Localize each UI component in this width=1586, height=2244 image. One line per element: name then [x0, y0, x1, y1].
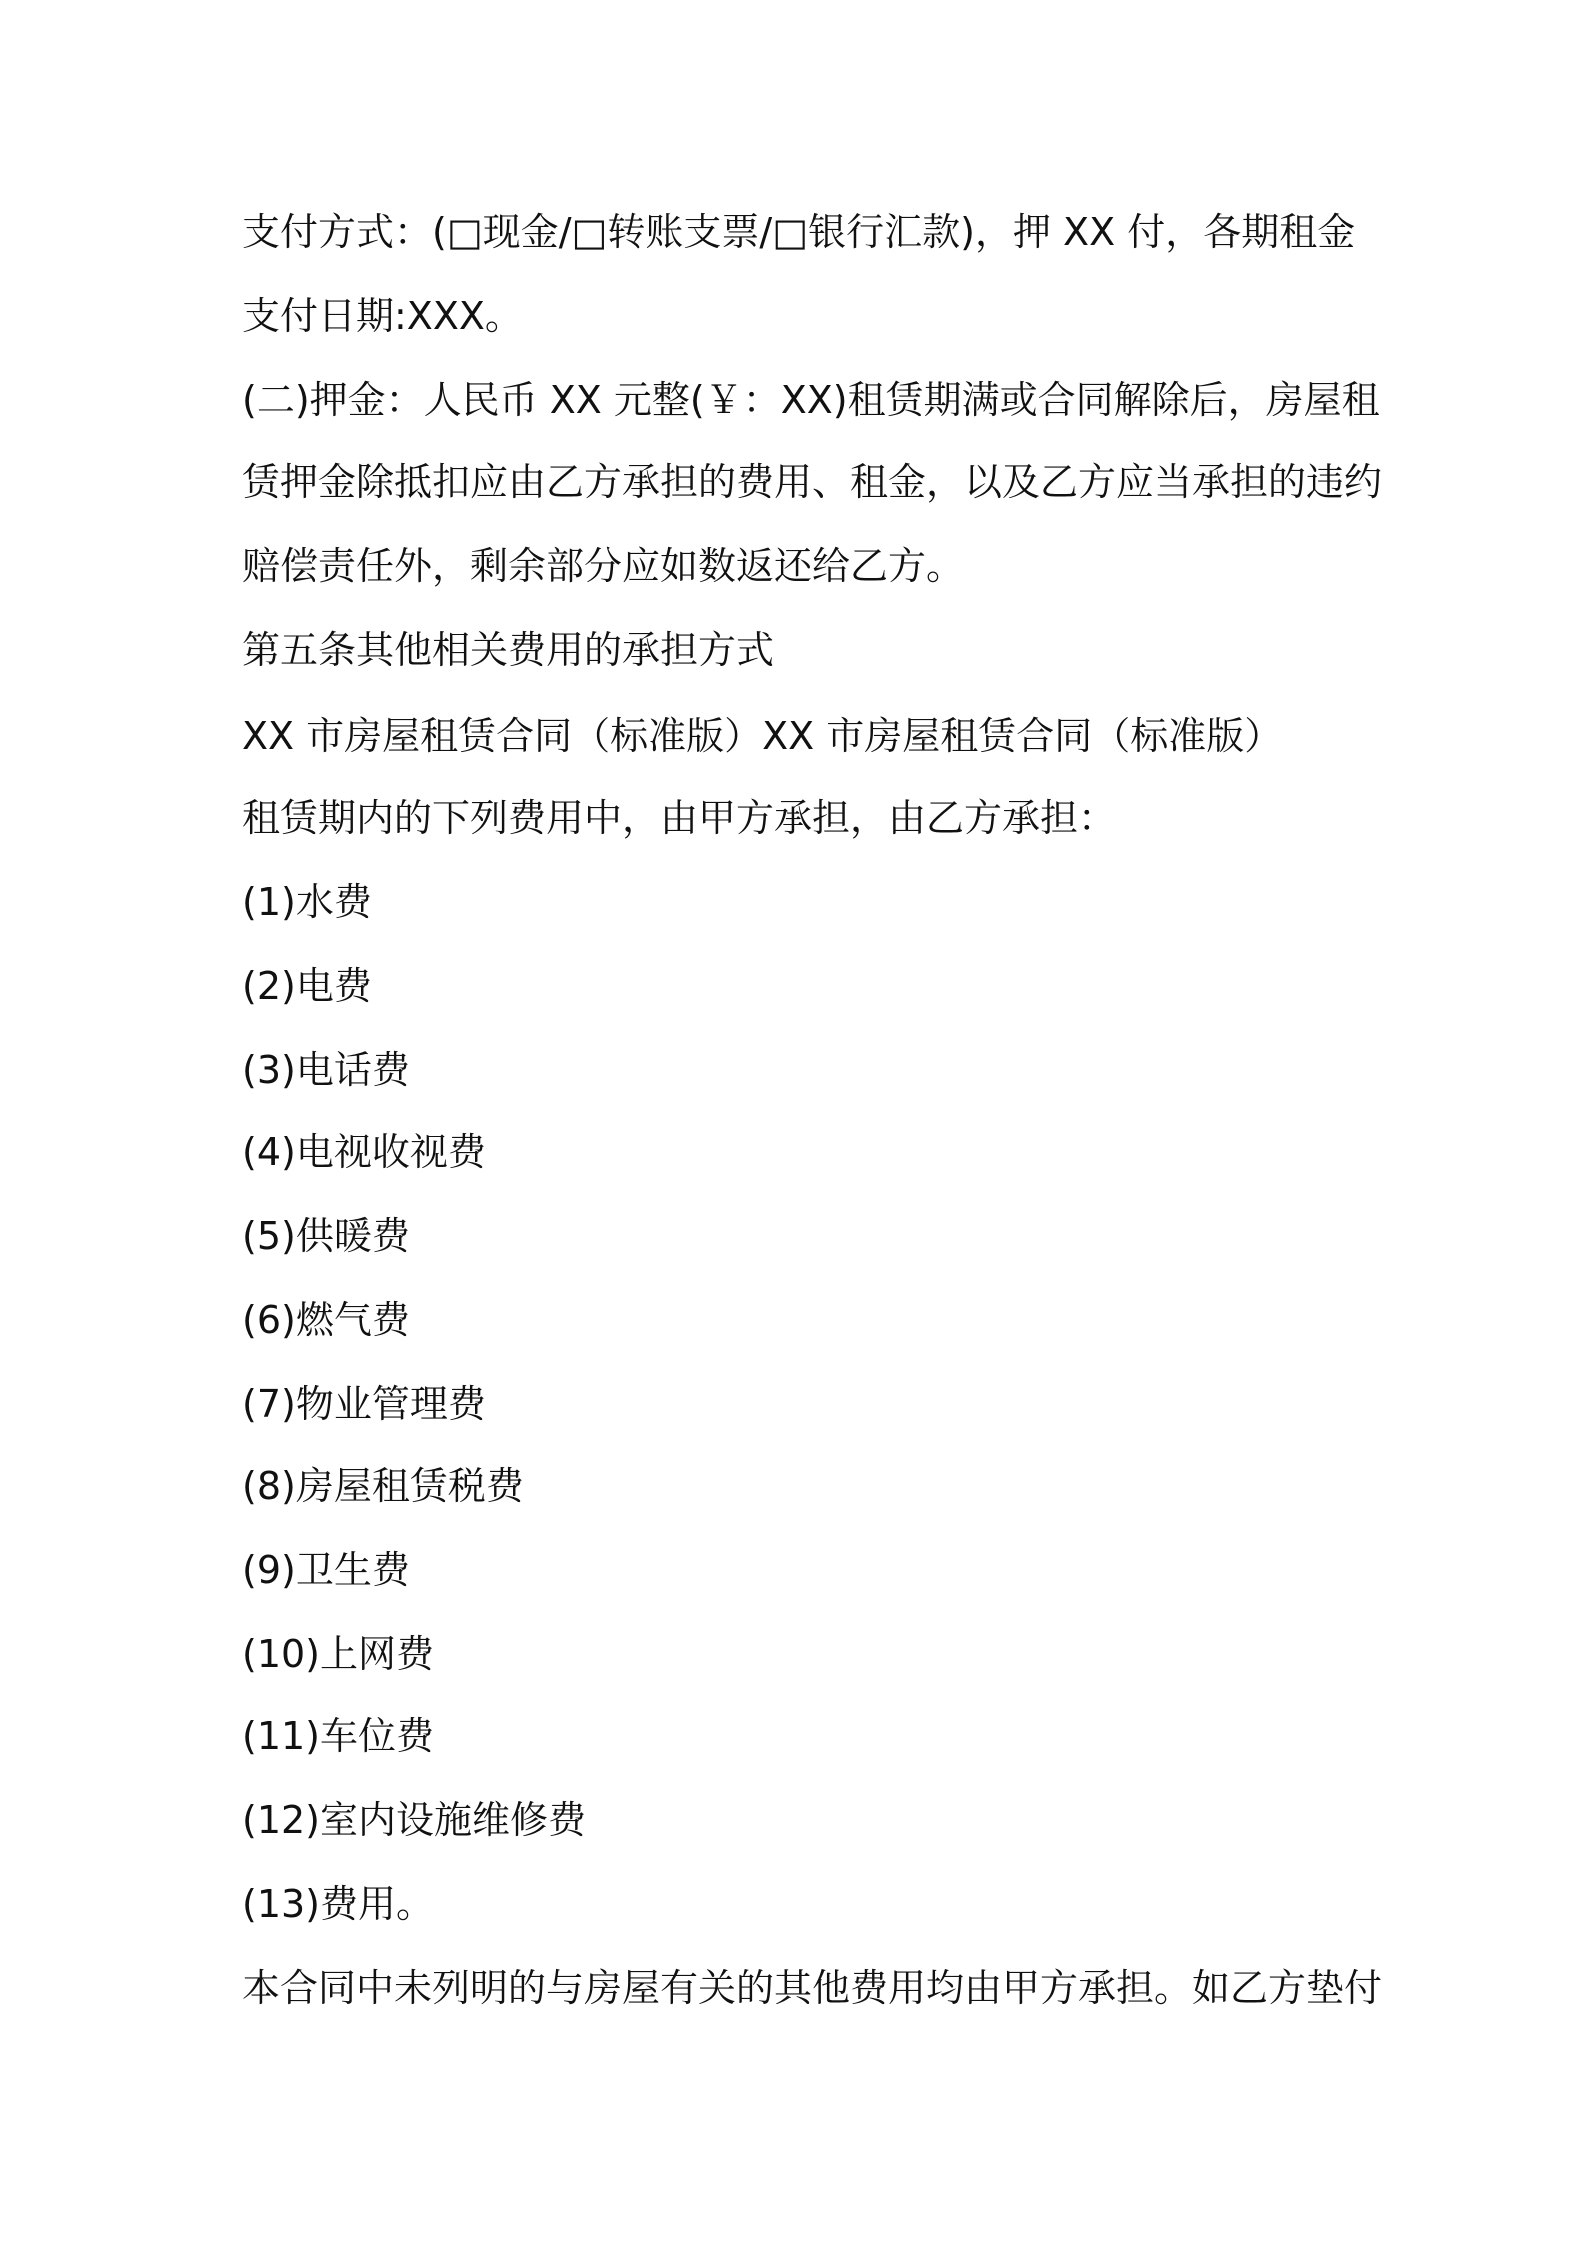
unlisted-fees-line: 本合同中未列明的与房屋有关的其他费用均由甲方承担。如乙方垫付 — [242, 1966, 1383, 2010]
payment-method-line: 支付方式：(□现金/□转账支票/□银行汇款)，押 XX 付，各期租金 — [242, 210, 1356, 254]
fee-intro-line: 租赁期内的下列费用中，由甲方承担，由乙方承担： — [242, 796, 1117, 840]
fee-item-6: (6)燃气费 — [242, 1298, 410, 1342]
fee-item-10: (10)上网费 — [242, 1632, 435, 1676]
fee-item-8: (8)房屋租赁税费 — [242, 1464, 524, 1508]
payment-date-line: 支付日期:XXX。 — [242, 294, 523, 338]
fee-item-1: (1)水费 — [242, 880, 372, 924]
fee-item-3: (3)电话费 — [242, 1048, 410, 1092]
article-five-heading: 第五条其他相关费用的承担方式 — [242, 628, 775, 672]
fee-item-11: (11)车位费 — [242, 1714, 435, 1758]
contract-title-line: XX 市房屋租赁合同（标准版）XX 市房屋租赁合同（标准版） — [242, 714, 1283, 758]
deposit-line-3: 赔偿责任外，剩余部分应如数返还给乙方。 — [242, 544, 965, 588]
fee-item-9: (9)卫生费 — [242, 1548, 410, 1592]
deposit-line-2: 赁押金除抵扣应由乙方承担的费用、租金，以及乙方应当承担的违约 — [242, 460, 1383, 504]
fee-item-2: (2)电费 — [242, 964, 372, 1008]
deposit-line-1: (二)押金：人民币 XX 元整(￥：XX)租赁期满或合同解除后，房屋租 — [242, 378, 1380, 422]
fee-item-4: (4)电视收视费 — [242, 1130, 486, 1174]
fee-item-12: (12)室内设施维修费 — [242, 1798, 587, 1842]
fee-item-7: (7)物业管理费 — [242, 1382, 486, 1426]
fee-item-5: (5)供暖费 — [242, 1214, 410, 1258]
fee-item-13: (13)费用。 — [242, 1882, 435, 1926]
